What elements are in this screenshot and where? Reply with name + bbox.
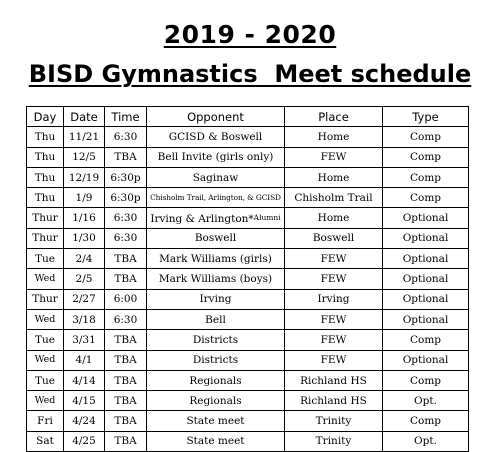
table-row [27, 127, 469, 147]
cell-place: Home [285, 208, 383, 228]
cell-place: FEW [285, 147, 383, 167]
table-row [27, 350, 469, 370]
cell-time: 6:00 [105, 289, 147, 309]
cell-time: TBA [105, 391, 147, 411]
cell-time: 6:30p [105, 167, 147, 187]
table-row [27, 370, 469, 390]
cell-place: Trinity [285, 411, 383, 431]
schedule-heading: BISD Gymnastics Meet schedule [28, 60, 472, 88]
cell-day: Thu [27, 147, 64, 167]
cell-type: Comp [383, 127, 469, 147]
cell-place: Boswell [285, 228, 383, 248]
cell-type: Comp [383, 188, 469, 208]
cell-date: 2/4 [64, 249, 105, 269]
table-row [27, 411, 469, 431]
cell-time: TBA [105, 350, 147, 370]
cell-day: Thu [27, 167, 64, 187]
table-row [27, 167, 469, 187]
cell-place: Irving [285, 289, 383, 309]
cell-day: Tue [27, 370, 64, 390]
cell-time: TBA [105, 269, 147, 289]
table-row [27, 249, 469, 269]
cell-opponent: Boswell [147, 228, 285, 248]
cell-time: TBA [105, 431, 147, 451]
cell-type: Opt. [383, 391, 469, 411]
cell-time: TBA [105, 147, 147, 167]
cell-date: 2/5 [64, 269, 105, 289]
cell-time: 6:30 [105, 127, 147, 147]
cell-date: 3/18 [64, 309, 105, 329]
cell-day: Wed [27, 309, 64, 329]
cell-opponent: Irving [147, 289, 285, 309]
cell-date: 1/16 [64, 208, 105, 228]
cell-opponent: Regionals [147, 370, 285, 390]
cell-place: FEW [285, 269, 383, 289]
cell-type: Opt. [383, 431, 469, 451]
cell-opponent: State meet [147, 431, 285, 451]
column-header-time: Time [105, 107, 147, 127]
column-header-place: Place [285, 107, 383, 127]
opponent-name: Irving & Arlington* [150, 212, 254, 225]
cell-day: Thur [27, 289, 64, 309]
cell-opponent: GCISD & Boswell [147, 127, 285, 147]
table-row [27, 330, 469, 350]
table-header-row [27, 107, 469, 127]
cell-time: 6:30 [105, 309, 147, 329]
opponent-note: Alumni [253, 212, 281, 222]
cell-time: TBA [105, 249, 147, 269]
cell-time: 6:30 [105, 208, 147, 228]
schedule-body [27, 127, 469, 452]
cell-type: Optional [383, 228, 469, 248]
column-header-date: Date [64, 107, 105, 127]
schedule-year-title: 2019 - 2020 [163, 20, 337, 49]
cell-type: Optional [383, 208, 469, 228]
table-row [27, 208, 469, 228]
meet-schedule-table [26, 106, 469, 452]
column-header-day: Day [27, 107, 64, 127]
cell-day: Fri [27, 411, 64, 431]
cell-place: FEW [285, 249, 383, 269]
cell-type: Optional [383, 350, 469, 370]
cell-time: 6:30 [105, 228, 147, 248]
cell-day: Thur [27, 228, 64, 248]
cell-type: Comp [383, 147, 469, 167]
cell-date: 4/14 [64, 370, 105, 390]
cell-date: 12/5 [64, 147, 105, 167]
cell-place: Richland HS [285, 391, 383, 411]
cell-place: Home [285, 167, 383, 187]
cell-date: 3/31 [64, 330, 105, 350]
cell-date: 4/24 [64, 411, 105, 431]
cell-date: 12/19 [64, 167, 105, 187]
cell-type: Optional [383, 269, 469, 289]
column-header-type: Type [383, 107, 469, 127]
table-row [27, 309, 469, 329]
cell-day: Thu [27, 127, 64, 147]
cell-day: Tue [27, 330, 64, 350]
cell-opponent [147, 208, 285, 228]
cell-date: 4/25 [64, 431, 105, 451]
cell-type: Optional [383, 309, 469, 329]
cell-opponent: Saginaw [147, 167, 285, 187]
cell-time: 6:30p [105, 188, 147, 208]
table-row [27, 391, 469, 411]
table-row [27, 188, 469, 208]
cell-time: TBA [105, 411, 147, 431]
cell-place: Trinity [285, 431, 383, 451]
cell-time: TBA [105, 370, 147, 390]
cell-opponent: Districts [147, 330, 285, 350]
cell-opponent: Mark Williams (girls) [147, 249, 285, 269]
cell-opponent: Regionals [147, 391, 285, 411]
table-row [27, 269, 469, 289]
cell-time: TBA [105, 330, 147, 350]
cell-day: Wed [27, 391, 64, 411]
cell-place: Chisholm Trail [285, 188, 383, 208]
cell-type: Comp [383, 330, 469, 350]
column-header-opponent: Opponent [147, 107, 285, 127]
table-row [27, 147, 469, 167]
cell-day: Thur [27, 208, 64, 228]
cell-day: Wed [27, 269, 64, 289]
cell-date: 4/1 [64, 350, 105, 370]
table-row [27, 228, 469, 248]
cell-type: Optional [383, 249, 469, 269]
cell-date: 11/21 [64, 127, 105, 147]
cell-type: Comp [383, 370, 469, 390]
cell-day: Wed [27, 350, 64, 370]
cell-date: 2/27 [64, 289, 105, 309]
cell-type: Comp [383, 167, 469, 187]
cell-day: Sat [27, 431, 64, 451]
cell-opponent: Chisholm Trail, Arlington, & GCISD [147, 188, 285, 208]
cell-opponent: State meet [147, 411, 285, 431]
cell-type: Comp [383, 411, 469, 431]
cell-date: 1/9 [64, 188, 105, 208]
table-row [27, 289, 469, 309]
cell-place: Richland HS [285, 370, 383, 390]
cell-opponent: Districts [147, 350, 285, 370]
cell-place: FEW [285, 350, 383, 370]
cell-place: FEW [285, 330, 383, 350]
cell-day: Thu [27, 188, 64, 208]
cell-day: Tue [27, 249, 64, 269]
cell-date: 1/30 [64, 228, 105, 248]
cell-date: 4/15 [64, 391, 105, 411]
cell-place: Home [285, 127, 383, 147]
cell-type: Optional [383, 289, 469, 309]
cell-opponent: Bell [147, 309, 285, 329]
cell-place: FEW [285, 309, 383, 329]
cell-opponent: Bell Invite (girls only) [147, 147, 285, 167]
cell-opponent: Mark Williams (boys) [147, 269, 285, 289]
